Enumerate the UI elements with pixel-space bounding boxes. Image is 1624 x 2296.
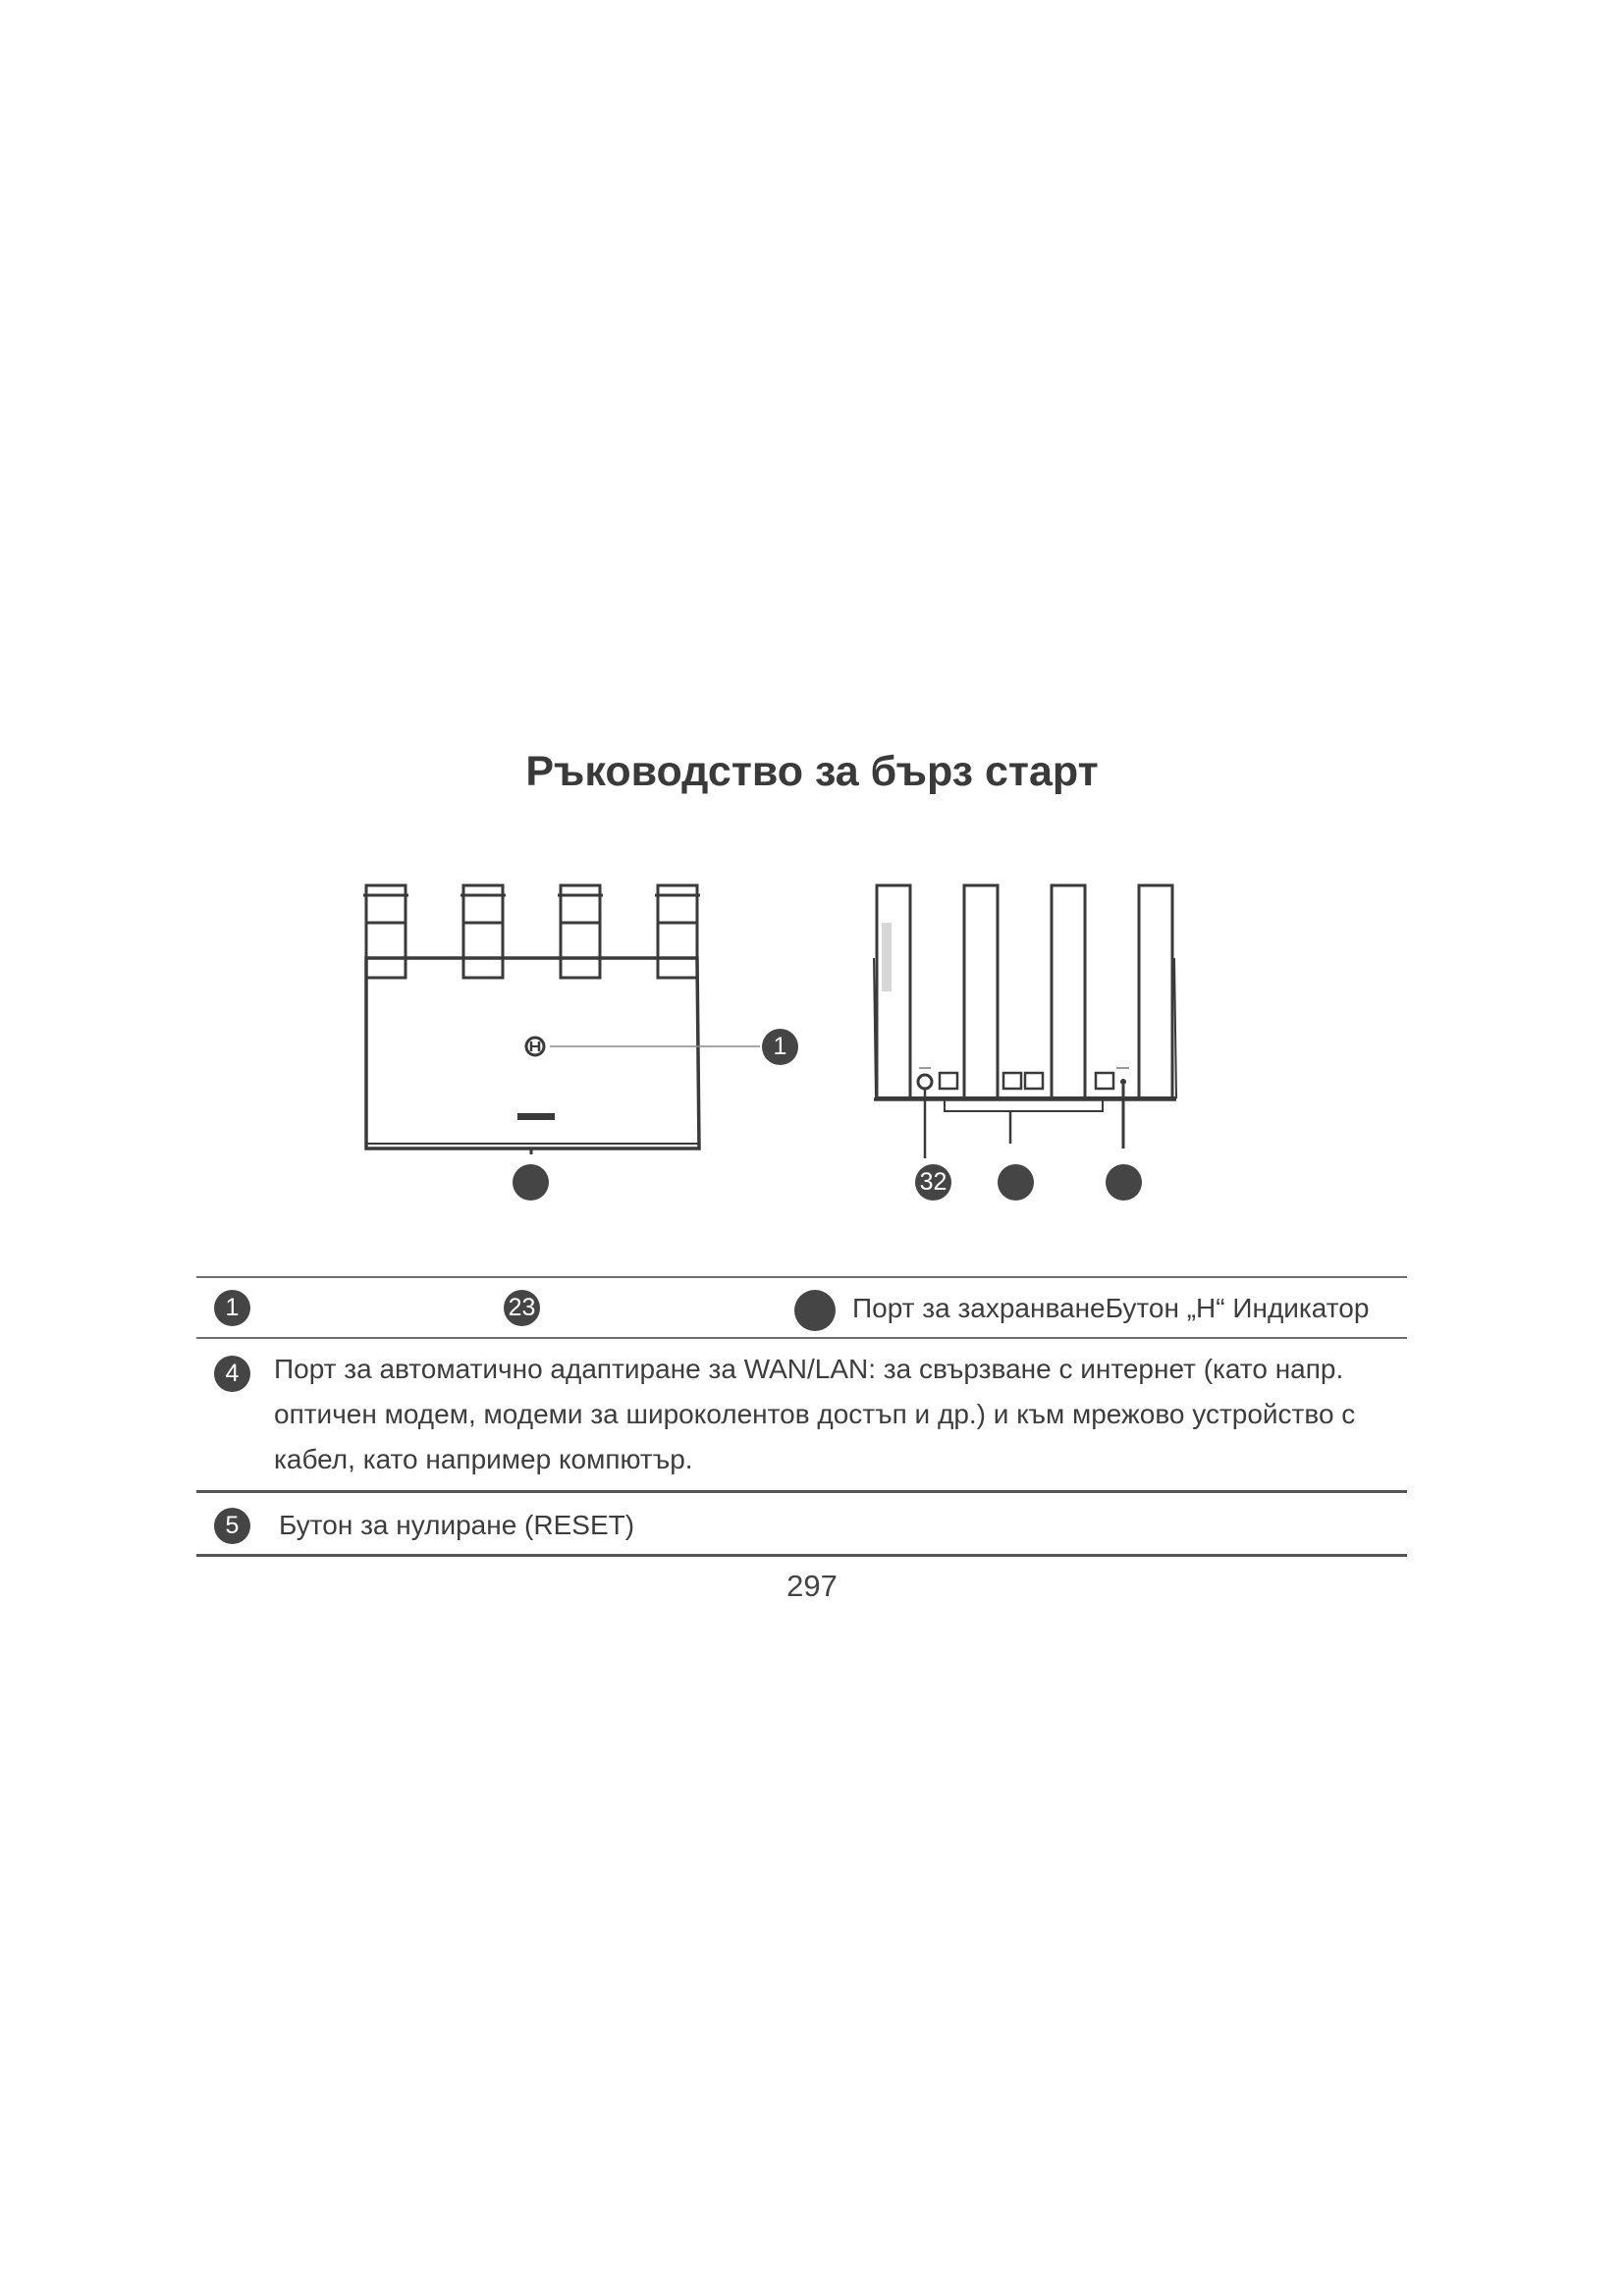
legend-rule-bottom — [196, 1554, 1407, 1557]
legend-badge-23: 23 — [504, 1290, 540, 1326]
callout-reset-button — [1106, 1164, 1142, 1201]
antenna-rear-3 — [1052, 885, 1085, 1099]
callout-wan-lan-ports — [998, 1164, 1034, 1201]
legend-row3-text: Бутон за нулиране (RESET) — [279, 1510, 635, 1540]
legend-badge-4: 4 — [214, 1356, 250, 1392]
legend-row1-text: Порт за захранванеБутон „H“ Индикатор — [852, 1293, 1370, 1323]
legend-badge-1: 1 — [214, 1290, 250, 1326]
reset-button-icon — [1120, 1079, 1126, 1085]
router-front-view — [363, 885, 760, 1154]
router-rear-view — [874, 885, 1176, 1158]
legend-row2-line-3: кабел, като например компютър. — [274, 1444, 693, 1474]
brand-logo-mark — [517, 1113, 555, 1120]
legend-rule-top — [196, 1276, 1407, 1278]
antenna-front-2 — [460, 885, 506, 978]
antenna-front-3 — [558, 885, 603, 978]
ethernet-port-1 — [940, 1073, 957, 1089]
antenna-rear-4 — [1139, 885, 1172, 1099]
antenna-front-4 — [655, 885, 700, 978]
ethernet-port-3 — [1025, 1073, 1043, 1089]
ethernet-port-4 — [1096, 1073, 1113, 1089]
page-number: 297 — [786, 1569, 838, 1603]
antenna-rear-2 — [964, 885, 998, 1099]
antenna-front-1 — [363, 885, 408, 978]
legend-rule-2 — [196, 1337, 1407, 1339]
callout-indicator — [513, 1164, 549, 1201]
ethernet-port-2 — [1003, 1073, 1021, 1089]
power-port-icon — [918, 1075, 932, 1089]
legend-badge-5: 5 — [214, 1508, 250, 1544]
legend-row2-line-2: оптичен модем, модеми за широколентов достъп и др.) и към мрежово устройство с — [274, 1399, 1356, 1429]
antenna-rear-1 — [877, 885, 910, 1099]
callout-power-port: 32 — [915, 1164, 951, 1201]
legend-row2-description — [274, 1347, 1413, 1482]
legend-badge-blank — [794, 1290, 836, 1331]
callout-h-button: 1 — [762, 1029, 798, 1065]
legend-row2-line-1: Порт за автоматично адаптиране за WAN/LAN: за свързване с интернет (като напр. — [274, 1354, 1344, 1384]
legend-rule-3 — [196, 1490, 1407, 1493]
page-title: Ръководство за бърз старт — [525, 748, 1099, 795]
